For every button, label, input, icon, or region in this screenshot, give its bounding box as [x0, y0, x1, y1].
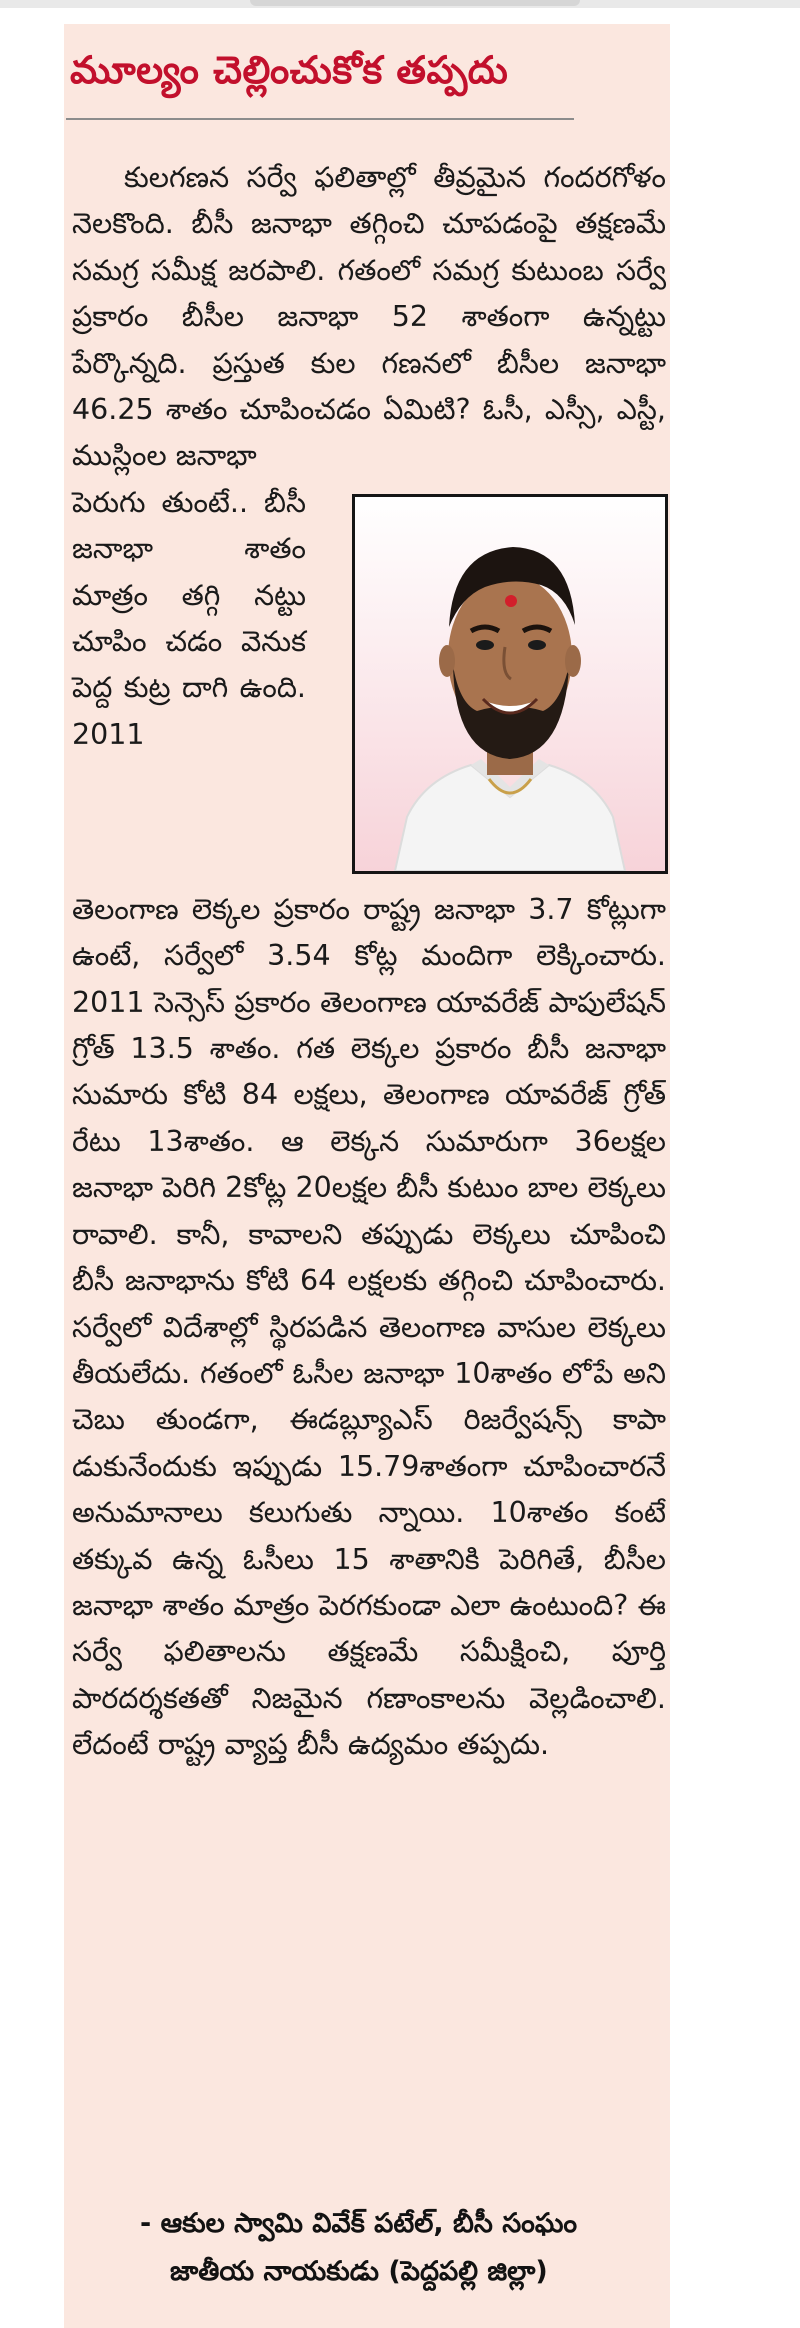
author-photo-wrap	[316, 480, 676, 887]
body-text-wrap: పెరుగు తుంటే.. బీసీ జనాభా శాతం మాత్రం తగ్గి నట్టు చూపిం చడం వెనుక పెద్ద కుట్ర దాగి ఉంది. 2011	[72, 485, 306, 751]
author-portrait-illustration	[355, 497, 665, 871]
article-body	[72, 155, 666, 1769]
signature-line-1: - ఆకుల స్వామి వివేక్ పటేల్, బీసీ సంఘం	[140, 2208, 578, 2239]
author-signature	[140, 2200, 670, 2296]
body-paragraph-rest	[72, 887, 666, 1769]
headline-divider	[66, 118, 574, 120]
body-paragraph-start	[72, 155, 666, 480]
body-text-rest: తెలంగాణ లెక్కల ప్రకారం రాష్ట్ర జనాభా 3.7 కోట్లుగా ఉంటే, సర్వేలో 3.54 కోట్ల మందిగా లెక్కించారు. 2011 సెన్సెస్ ప్రకారం తెలంగాణ యావరేజ్ పాపులేషన్ గ్రోత్ 13.5 శాతం. గత లెక్కల ప్రకారం బీసీ జనాభా సుమారు కోటి 84 లక్షలు, తెలంగాణ యావరేజ్ గ్రోత్ రేటు 13శాతం. ఆ లెక్కన సుమారుగా 36లక్షల జనాభా పెరిగి 2కోట్ల 20లక్షల బీసీ కుటుం బాల లెక్కలు రావాలి. కానీ, కావాలని తప్పుడు లెక్కలు చూపించి బీసీ జనాభాను కోటి 64 లక్షలకు తగ్గించి చూపించారు. సర్వేలో విదేశాల్లో స్థిరపడిన తెలంగాణ వాసుల లెక్కలు తీయలేదు. గతంలో ఓసీల జనాభా 10శాతం లోపే అని చెబు తుండగా, ఈడబ్ల్యూఎస్ రిజర్వేషన్స్ కాపా డుకునేందుకు ఇప్పుడు 15.79శాతంగా చూపించారనే అనుమానాలు కలుగుతు న్నాయి. 10శాతం కంటే తక్కువ ఉన్న ఓసీలు 15 శాతానికి పెరిగితే, బీసీల జనాభా శాతం మాత్రం పెరగకుండా ఎలా ఉంటుంది? ఈ సర్వే ఫలితాలను తక్షణమే సమీక్షించి, పూర్తి పారదర్శకతతో నిజమైన గణాంకాలను వెల్లడించాలి. లేదంటే రాష్ట్ర వ్యాప్త బీసీ ఉద్యమం తప్పదు.	[72, 892, 666, 1762]
article-headline: మూల్యం చెల్లించుకోక తప్పదు	[70, 48, 509, 92]
top-edge	[0, 0, 800, 8]
top-edge-shadow	[250, 0, 580, 6]
author-photo	[352, 494, 668, 874]
body-text-start: కులగణన సర్వే ఫలితాల్లో తీవ్రమైన గందరగోళం నెలకొంది. బీసీ జనాభా తగ్గించి చూపడంపై తక్షణమే సమగ్ర సమీక్ష జరపాలి. గతంలో సమగ్ర కుటుంబ సర్వే ప్రకారం బీసీల జనాభా 52 శాతంగా ఉన్నట్టు పేర్కొన్నది. ప్రస్తుత కుల గణనలో బీసీల జనాభా 46.25 శాతం చూపించడం ఏమిటి? ఓసీ, ఎస్సీ, ఎస్టీ, ముస్లింల జనాభా	[72, 161, 666, 473]
signature-line-2: జాతీయ నాయకుడు (పెద్దపల్లి జిల్లా)	[170, 2256, 548, 2287]
